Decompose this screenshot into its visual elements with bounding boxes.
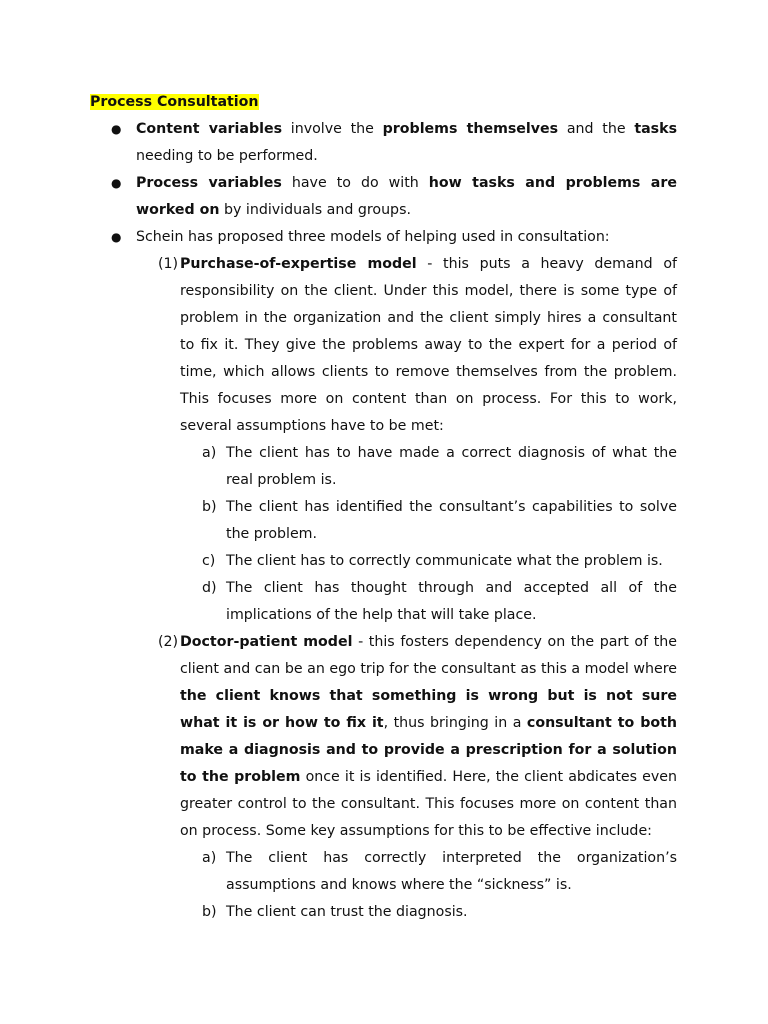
text-run: Schein has proposed three models of helping used in consultation:: [136, 229, 610, 245]
assumption-marker: a): [202, 445, 217, 461]
bullet-list: [90, 116, 677, 251]
bold-text: Content variables: [136, 121, 283, 137]
model-list: [90, 251, 677, 926]
text-run: once it is identified. Here, the client abdicates even greater control to the consultant. This focuses more on content than on process. Some key assumptions for this to be effective include:: [180, 769, 677, 839]
text-run: - this puts a heavy demand of responsibility on the client. Under this model, there is some type of problem in the organization and the client simply hires a consultant to fix it. They give the problems away to the expert for a period of time, which allows clients to remove themselves from the problem. This focuses more on content than on process. For this to work, several assumptions have to be met:: [180, 256, 678, 434]
text-run: have to do with: [281, 175, 429, 191]
assumption-text: The client has correctly interpreted the organization’s assumptions and knows where the “sickness” is.: [226, 850, 677, 893]
bold-text: problems themselves: [382, 121, 559, 137]
bold-text: Process variables: [136, 175, 282, 191]
text-run: by individuals and groups.: [219, 202, 411, 218]
text-run: , thus bringing in a: [383, 715, 527, 731]
assumption-item: [90, 575, 677, 629]
assumption-marker: b): [202, 499, 217, 515]
bold-text: Doctor-patient model: [180, 634, 353, 650]
assumption-marker: b): [202, 904, 217, 920]
assumption-text: The client has thought through and accepted all of the implications of the help that will take place.: [226, 580, 677, 623]
assumption-marker: c): [202, 553, 216, 569]
assumption-item: [90, 845, 677, 899]
bold-text: Purchase-of-expertise model: [180, 256, 417, 272]
bold-text: how tasks and problems are worked on: [136, 175, 677, 218]
assumption-item: [90, 548, 677, 575]
model-item: [90, 251, 677, 440]
assumption-text: The client can trust the diagnosis.: [226, 904, 468, 920]
bold-text: the client knows that something is wrong but is not sure what it is or how to fix it: [180, 688, 677, 731]
assumption-text: The client has to correctly communicate what the problem is.: [226, 553, 663, 569]
document-body: [90, 89, 677, 926]
bullet-marker: ●: [111, 122, 122, 136]
assumption-text: The client has to have made a correct diagnosis of what the real problem is.: [226, 445, 677, 488]
bullet-marker: ●: [111, 230, 122, 244]
assumption-item: [90, 440, 677, 494]
assumption-text: The client has identified the consultant’s capabilities to solve the problem.: [226, 499, 677, 542]
assumption-marker: a): [202, 850, 217, 866]
model-item: [90, 629, 677, 845]
text-run: involve the: [282, 121, 383, 137]
text-run: and the: [558, 121, 635, 137]
bold-text: tasks: [634, 121, 678, 137]
bullet-item: [90, 224, 677, 251]
text-run: needing to be performed.: [136, 148, 318, 164]
bullet-item: [90, 116, 677, 170]
assumption-marker: d): [202, 580, 217, 596]
bullet-item: [90, 170, 677, 224]
assumption-item: [90, 899, 677, 926]
assumption-item: [90, 494, 677, 548]
model-number: (1): [158, 256, 179, 272]
model-number: (2): [158, 634, 179, 650]
text-run: - this fosters dependency on the part of the client and can be an ego trip for the consultant as this a model where: [180, 634, 677, 677]
section-title: Process Consultation: [90, 94, 259, 110]
bullet-marker: ●: [111, 176, 122, 190]
bold-text: consultant to both make a diagnosis and to provide a prescription for a solution to the problem: [180, 715, 677, 785]
